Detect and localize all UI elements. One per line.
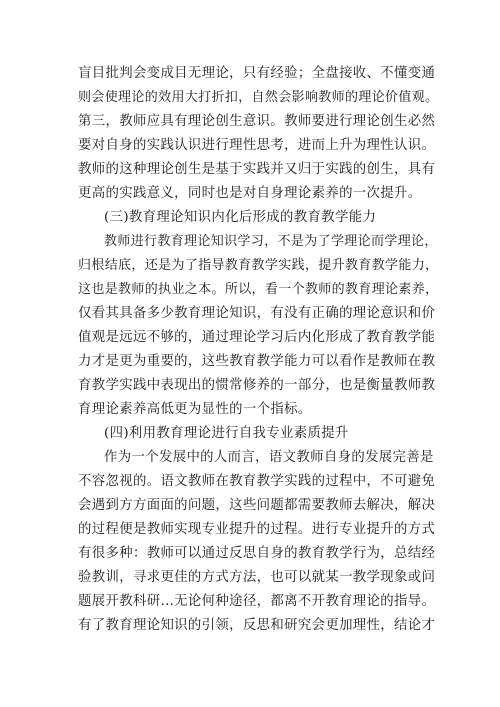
text-line: 要对自身的实践认识进行理性思考，进而上升为理性认识。 bbox=[78, 138, 436, 153]
text-line: 仅看其具备多少教育理论知识，有没有正确的理论意识和价 bbox=[78, 306, 436, 321]
section-heading: (三)教育理论知识内化后形成的教育教学能力 bbox=[104, 210, 377, 225]
text-line: 不容忽视的。语文教师在教育教学实践的过程中，不可避免 bbox=[78, 474, 436, 489]
text-line: 作为一个发展中的人而言，语文教师自身的发展完善是 bbox=[104, 450, 434, 465]
section-heading: (四)利用教育理论进行自我专业素质提升 bbox=[104, 426, 349, 441]
text-line: 育教学实践中表现出的惯常修养的一部分，也是衡量教师教 bbox=[78, 378, 436, 393]
text-line: 更高的实践意义，同时也是对自身理论素养的一次提升。 bbox=[78, 186, 422, 201]
text-line: 题展开教科研…无论何种途径，都离不开教育理论的指导。 bbox=[78, 594, 436, 609]
text-line: 归根结底，还是为了指导教育教学实践，提升教育教学能力， bbox=[78, 258, 439, 273]
text-line: 力才是更为重要的，这些教育教学能力可以看作是教师在教 bbox=[78, 354, 436, 369]
text-line: 教师的这种理论创生是基于实践并又归于实践的创生，具有 bbox=[78, 162, 436, 177]
text-line: 有了教育理论知识的引领，反思和研究会更加理性，结论才 bbox=[78, 618, 436, 633]
text-line: 育理论素养高低更为显性的一个指标。 bbox=[78, 402, 312, 417]
text-line: 这也是教师的执业之本。所以，看一个教师的教育理论素养， bbox=[78, 282, 439, 297]
text-line: 值观是远远不够的，通过理论学习后内化形成了教育教学能 bbox=[78, 330, 436, 345]
text-line: 第三，教师应具有理论创生意识。教师要进行理论创生必然 bbox=[78, 114, 436, 129]
text-line: 盲目批判会变成目无理论，只有经验；全盘接收、不懂变通 bbox=[78, 66, 436, 81]
text-line: 有很多种：教师可以通过反思自身的教育教学行为，总结经 bbox=[78, 546, 436, 561]
text-line: 教师进行教育理论知识学习，不是为了学理论而学理论， bbox=[104, 234, 438, 249]
text-line: 则会使理论的效用大打折扣，自然会影响教师的理论价值观。 bbox=[78, 90, 439, 105]
text-line: 会遇到方方面面的问题，这些问题都需要教师去解决，解决 bbox=[78, 498, 436, 513]
text-line: 的过程便是教师实现专业提升的过程。进行专业提升的方式 bbox=[78, 522, 436, 537]
text-line: 验教训，寻求更佳的方式方法，也可以就某一教学现象或问 bbox=[78, 570, 436, 585]
